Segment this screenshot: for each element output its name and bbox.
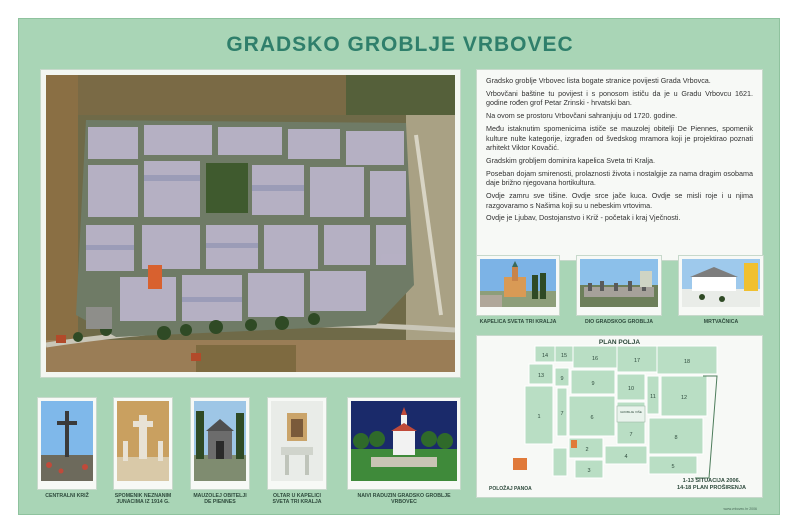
- photo-chapel: [476, 255, 560, 325]
- photo-frame: [476, 255, 560, 316]
- plan-note: [677, 478, 746, 492]
- aerial-photo-image: [46, 75, 455, 372]
- field-label: 4: [624, 454, 628, 460]
- photo-frame: [678, 255, 764, 316]
- photo-caption: MAUZOLEJ OBITELJI DE PIENNES: [193, 493, 247, 506]
- paragraph: Poseban dojam smirenosti, prolaznosti života i nostalgije za nama dragim osobama daje brižno njegovana hortikultura.: [486, 168, 753, 188]
- photo-cemetery-part: [576, 255, 662, 325]
- aerial-photo: [40, 69, 461, 378]
- photo-caption: CENTRALNI KRIŽ: [45, 493, 89, 499]
- paragraph: Među istaknutim spomenicima ističe se mauzolej obitelji De Piennes, spomenik kulture nulte kategorije, izgrađen od švedskog mramora koji je projektirao poznati arhitekt Viktor Kovačić.: [486, 123, 753, 153]
- photo-mortuary: [678, 255, 764, 325]
- field-label: 15: [560, 353, 568, 359]
- photo-caption: KAPELICA SVETA TRI KRALJA: [479, 319, 557, 325]
- naive-painting-image: [351, 401, 457, 481]
- photo-frame: [190, 397, 250, 490]
- paragraph: Vrbovčani baštine tu povijest i s ponosom ističu da je u Gradu Vrbovcu 1621. godine rođen grof Petar Zrinski - hrvatski ban.: [486, 88, 753, 108]
- photo-frame: [37, 397, 97, 490]
- cemetery-part-image: [580, 259, 658, 307]
- field-label: 12: [680, 395, 688, 401]
- photo-frame: [113, 397, 173, 490]
- photo-frame: [576, 255, 662, 316]
- paragraph: Gradskim grobljem dominira kapelica Sveta tri Kralja.: [486, 155, 655, 165]
- field-label: 1: [537, 414, 541, 420]
- photo-mausoleum: [190, 397, 250, 505]
- paragraph: Ovdje zamru sve tišine. Ovdje srce jače kuca. Ovdje se misli roje i u njima razgovaramo s Našima koji su u nebeskim vrtovima.: [486, 191, 753, 210]
- photo-frame: [267, 397, 327, 490]
- field-label: 14: [541, 353, 549, 359]
- credit-text: www.vrbovec.hr 2006: [723, 507, 757, 511]
- photo-central-cross: [37, 397, 97, 499]
- altar-image: [271, 401, 323, 481]
- photo-caption: DIO GRADSKOG GROBLJA: [584, 319, 654, 325]
- photo-caption: NAIVI RADUZIN GRADSKO GROBLJE VRBOVEC: [357, 493, 451, 506]
- field-label: 2: [585, 447, 589, 453]
- plan-map: [477, 336, 764, 499]
- photo-caption: MRTVAČNICA: [703, 319, 739, 325]
- photo-caption: OLTAR U KAPELICI SVETA TRI KRALJA: [272, 493, 322, 506]
- field-label: 17: [633, 358, 641, 364]
- chapel-image: [480, 259, 556, 307]
- panel-position-marker: [513, 458, 527, 470]
- paragraph: Ovdje je Ljubav, Dostojanstvo i Križ - početak i kraj Vječnosti.: [486, 213, 681, 223]
- field-label: 18: [683, 359, 691, 365]
- photo-altar: [267, 397, 327, 505]
- info-board: [18, 18, 780, 515]
- field-label: 5: [671, 464, 675, 470]
- field-label: 16: [591, 356, 599, 362]
- photo-unknown-heroes: [113, 397, 173, 505]
- plan-note-line: 1-13 SITUACIJA 2006.: [682, 478, 741, 484]
- field-label: 9: [560, 376, 564, 382]
- building-label: GROBLJE VIŠE: [620, 410, 642, 414]
- field-label: 3: [587, 468, 591, 474]
- paragraph: Na ovom se prostoru Vrbovčani sahranjuju od 1720. godine.: [486, 111, 678, 121]
- board-title: GRADSKO GROBLJE VRBOVEC: [226, 33, 574, 56]
- field-label: 8: [674, 435, 678, 441]
- field-label: 9: [591, 381, 595, 387]
- description-text: [476, 69, 763, 261]
- field-label: 11: [650, 394, 656, 400]
- monument-image: [117, 401, 169, 481]
- field-label: 13: [537, 373, 545, 379]
- photo-frame: [347, 397, 461, 490]
- plan-title: PLAN POLJA: [598, 339, 641, 346]
- central-cross-image: [41, 401, 93, 481]
- photo-naive-painting: [347, 397, 461, 505]
- photo-caption: SPOMENIK NEZNANIM JUNACIMA IZ 1914 G.: [114, 493, 172, 506]
- field-label: 7: [629, 432, 633, 438]
- panel-position-legend: POLOŽAJ PANOA: [489, 486, 532, 492]
- paragraph: Gradsko groblje Vrbovec lista bogate stranice povijesti Grada Vrbovca.: [486, 76, 711, 85]
- field-label: 10: [627, 386, 635, 392]
- field-label: 6: [590, 415, 594, 421]
- field-plan: [476, 335, 763, 498]
- field-label: 7: [560, 411, 564, 417]
- mausoleum-image: [194, 401, 246, 481]
- plan-note-line: 14-18 PLAN PROŠIRENJA: [676, 485, 746, 491]
- mortuary-image: [682, 259, 760, 307]
